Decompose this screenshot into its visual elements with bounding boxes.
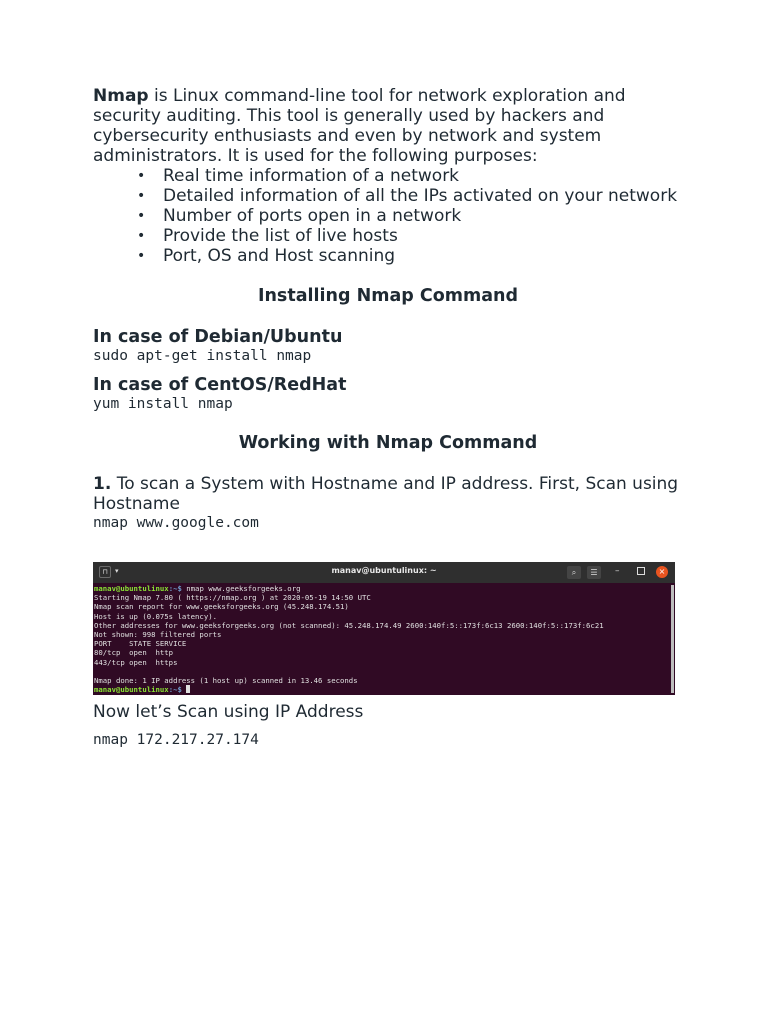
search-icon: ⌕ xyxy=(567,566,581,579)
ip-scan-section xyxy=(93,702,683,749)
centos-command: yum install nmap xyxy=(93,396,233,412)
centos-heading: In case of CentOS/RedHat xyxy=(93,375,347,395)
list-item: • Port, OS and Host scanning xyxy=(93,246,683,266)
hamburger-menu-icon: ☰ xyxy=(587,566,601,579)
purposes-list xyxy=(93,166,683,266)
terminal-cursor xyxy=(186,685,190,693)
prompt-path: :~$ xyxy=(168,685,182,695)
chevron-down-icon: ▾ xyxy=(115,567,119,575)
step-1-number: 1. xyxy=(93,474,112,494)
list-item: • Provide the list of live hosts xyxy=(93,226,683,246)
step-1-text: To scan a System with Hostname and IP address. First, Scan using Hostname xyxy=(93,474,679,514)
output-line: Host is up (0.075s latency). xyxy=(94,611,218,621)
document-body xyxy=(93,86,683,532)
step-1-command: nmap www.google.com xyxy=(93,515,259,531)
intro-paragraph xyxy=(93,86,683,166)
output-line: Nmap done: 1 IP address (1 host up) scanned in 13.46 seconds xyxy=(94,676,358,686)
output-line: 443/tcp open https xyxy=(94,657,178,667)
list-item: • Real time information of a network xyxy=(93,166,683,186)
output-line: Other addresses for www.geeksforgeeks.org (not scanned): 45.248.174.49 2600:140f:5::173f:6c13 2600:140f:5::173f:6c21 xyxy=(94,620,604,630)
prompt-user: manav@ubuntulinux xyxy=(94,685,169,695)
maximize-icon xyxy=(637,567,645,575)
install-heading: Installing Nmap Command xyxy=(257,286,519,306)
ip-scan-text: Now let’s Scan using IP Address xyxy=(93,702,364,722)
intro-bold-term: Nmap xyxy=(93,86,149,106)
terminal-title: manav@ubuntulinux: ~ xyxy=(331,566,437,575)
list-item: • Number of ports open in a network xyxy=(93,206,683,226)
working-heading: Working with Nmap Command xyxy=(238,433,538,453)
output-line: PORT STATE SERVICE xyxy=(94,639,187,649)
terminal-command: nmap www.geeksforgeeks.org xyxy=(181,584,301,593)
minimize-icon: – xyxy=(615,566,620,576)
output-line: 80/tcp open http xyxy=(94,648,174,658)
intro-text: is Linux command-line tool for network exploration and security auditing. This tool is generally used by hackers and cybersecurity enthusiasts and even by network and system administrators. It is used for the following purposes: xyxy=(93,86,626,166)
output-line: Starting Nmap 7.80 ( https://nmap.org ) at 2020-05-19 14:50 UTC xyxy=(94,593,371,603)
list-item: • Detailed information of all the IPs activated on your network xyxy=(93,186,683,206)
prompt-user: manav@ubuntulinux xyxy=(94,584,169,593)
terminal-screenshot xyxy=(93,562,675,695)
new-tab-icon: ⊓ xyxy=(99,566,111,578)
prompt-path: :~$ xyxy=(168,584,182,593)
debian-command: sudo apt-get install nmap xyxy=(93,348,312,364)
terminal-titlebar xyxy=(93,562,675,583)
output-line: Not shown: 998 filtered ports xyxy=(94,630,222,640)
terminal-scrollbar xyxy=(671,585,674,693)
step-1-paragraph xyxy=(93,474,683,514)
close-icon: × xyxy=(656,566,668,578)
ip-scan-command: nmap 172.217.27.174 xyxy=(93,732,259,748)
output-line: Nmap scan report for www.geeksforgeeks.org (45.248.174.51) xyxy=(94,602,349,612)
terminal-output xyxy=(93,583,669,695)
debian-heading: In case of Debian/Ubuntu xyxy=(93,327,343,347)
